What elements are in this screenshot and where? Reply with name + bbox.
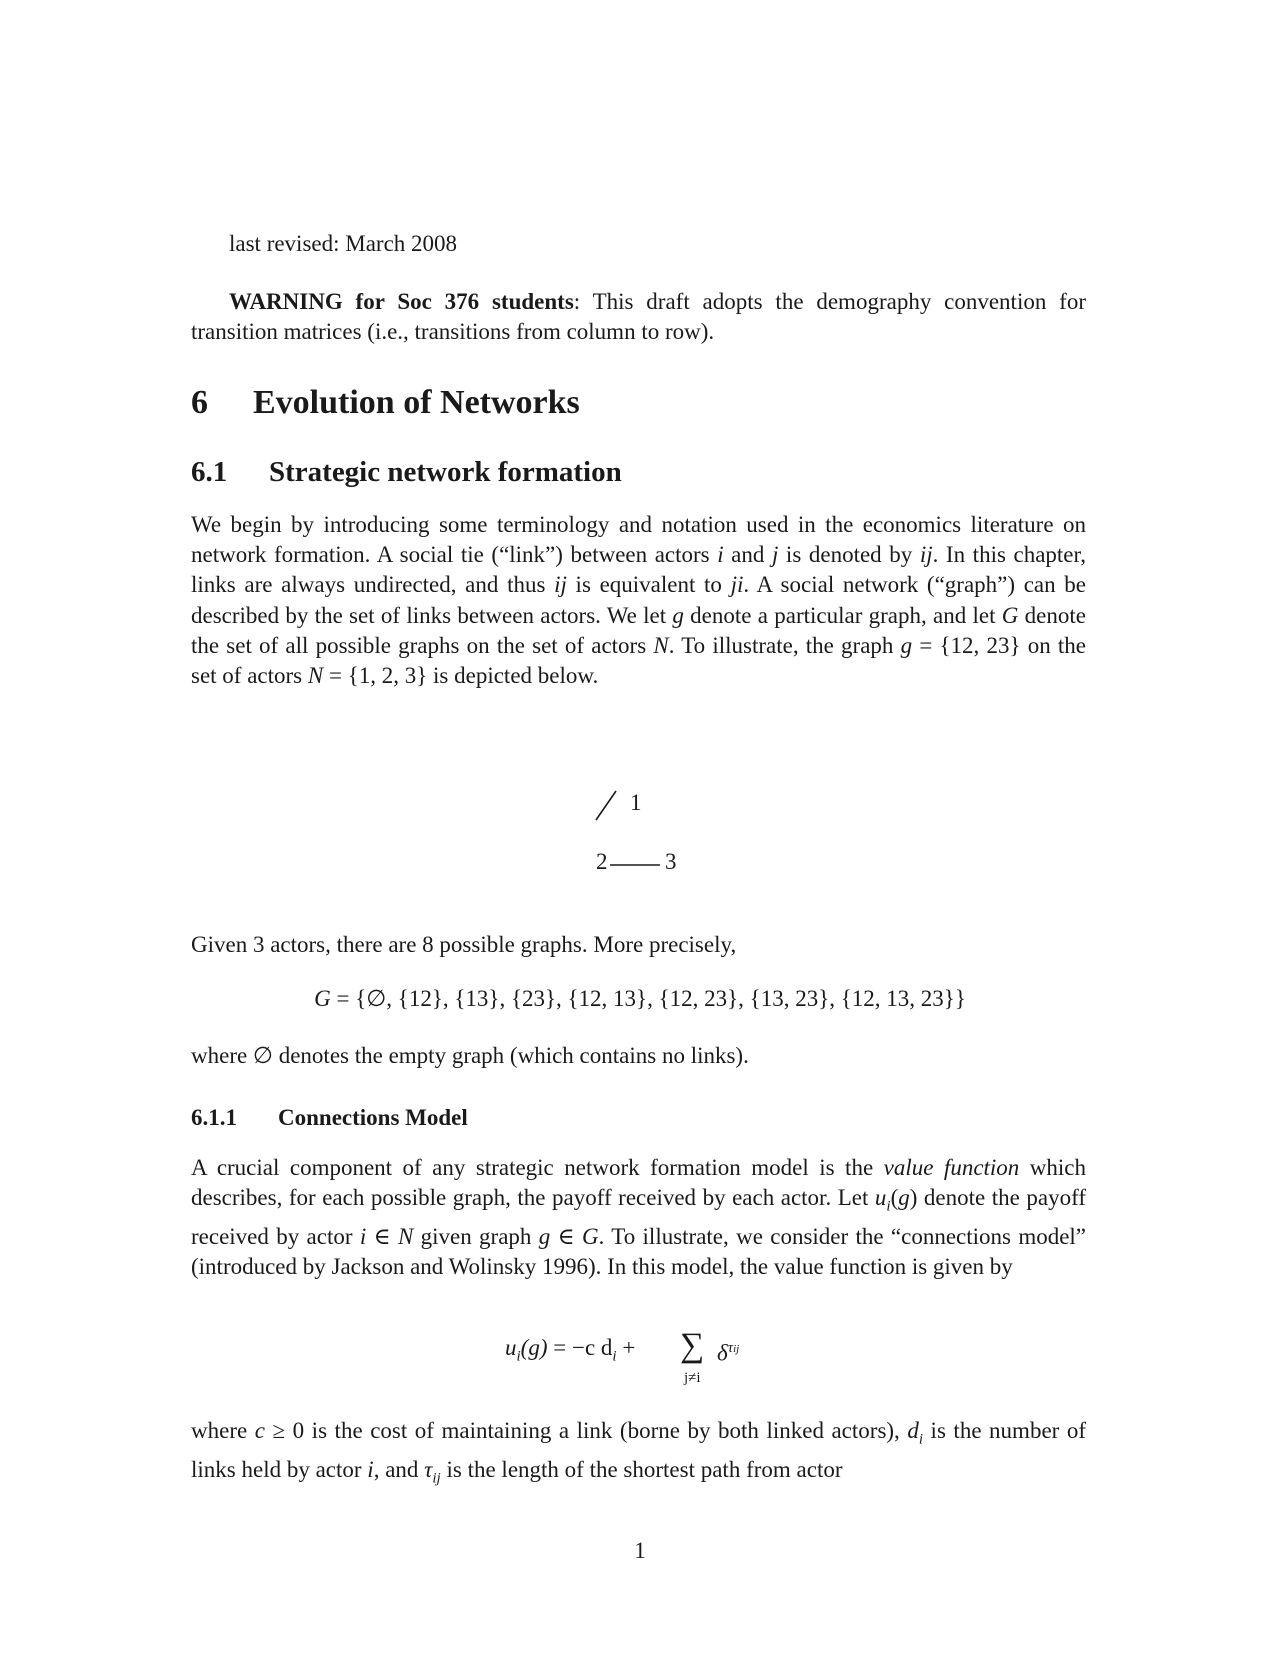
value-function-paragraph: A crucial component of any strategic network formation model is the value function which describes, for each possible graph, the payoff received by each actor. Let $u_i(g)$ denote the payoff received by actor i ∈ N given graph g ∈ G. To illustrate, we consider the “connections model” (introduced by Jackson and Wolinsky 1996). In this model, the value function is given by — [191, 1155, 1087, 1280]
intro-paragraph: We begin by introducing some terminology and notation used in the economics literature on network formation. A social tie (“link”) between actors i and j is denoted by ij. In this chapter, links are always undirected, and thus ij is equivalent to ji. A social network (“graph”) can be described by the set of links between actors. We let g denote a particular graph, and let G denote the set of all possible graphs on the set of actors N. To illustrate, the graph g = {12, 23} on the set of actors N = {1, 2, 3} is depicted below. — [191, 512, 1086, 689]
payoff-lhs: $u_i(g) = -c$ $d_i$ + — [505, 1335, 636, 1365]
revision-date: last revised: March 2008 — [229, 231, 458, 256]
subsection-title: Strategic network formation — [269, 456, 622, 488]
section-number: 6 — [191, 384, 208, 421]
subsection-heading — [191, 456, 622, 489]
page-number: 1 — [634, 1538, 646, 1563]
section-title: Evolution of Networks — [253, 384, 580, 421]
node-1: 1 — [630, 790, 642, 815]
edge-1-2 — [596, 791, 616, 820]
subsection-number: 6.1 — [191, 456, 228, 488]
sum-index: j≠i — [684, 1370, 701, 1386]
node-3: 3 — [665, 849, 677, 874]
warning-paragraph — [191, 287, 1086, 347]
section-heading — [191, 384, 580, 422]
sum-symbol: ∑ — [680, 1327, 705, 1364]
subsubsection-heading — [191, 1105, 468, 1131]
subsubsection-title: Connections Model — [278, 1105, 468, 1130]
graphs-count-paragraph: Given 3 actors, there are 8 possible graphs. More precisely, — [191, 932, 737, 957]
model-definition-paragraph: where c ≥ 0 is the cost of maintaining a link (borne by both linked actors), $d_i$ is the number of links held by actor i, and $\tau_{ij}$ is the length of the shortest path from actor — [191, 1418, 1087, 1487]
warning-label: WARNING for Soc 376 students — [229, 289, 574, 314]
graph-set-equation: G = {∅, {12}, {13}, {23}, {12, 13}, {12, 23}, {13, 23}, {12, 13, 23}} — [314, 986, 966, 1011]
subsubsection-number: 6.1.1 — [191, 1105, 237, 1130]
discount-term: $\delta^{\tau ij}$ — [717, 1340, 740, 1366]
empty-graph-paragraph: where ∅ denotes the empty graph (which contains no links). — [191, 1043, 749, 1068]
node-2: 2 — [596, 849, 608, 874]
warning-text: : This draft adopts the demography convention for transition matrices (i.e., transitions from column to row). — [191, 289, 1086, 345]
